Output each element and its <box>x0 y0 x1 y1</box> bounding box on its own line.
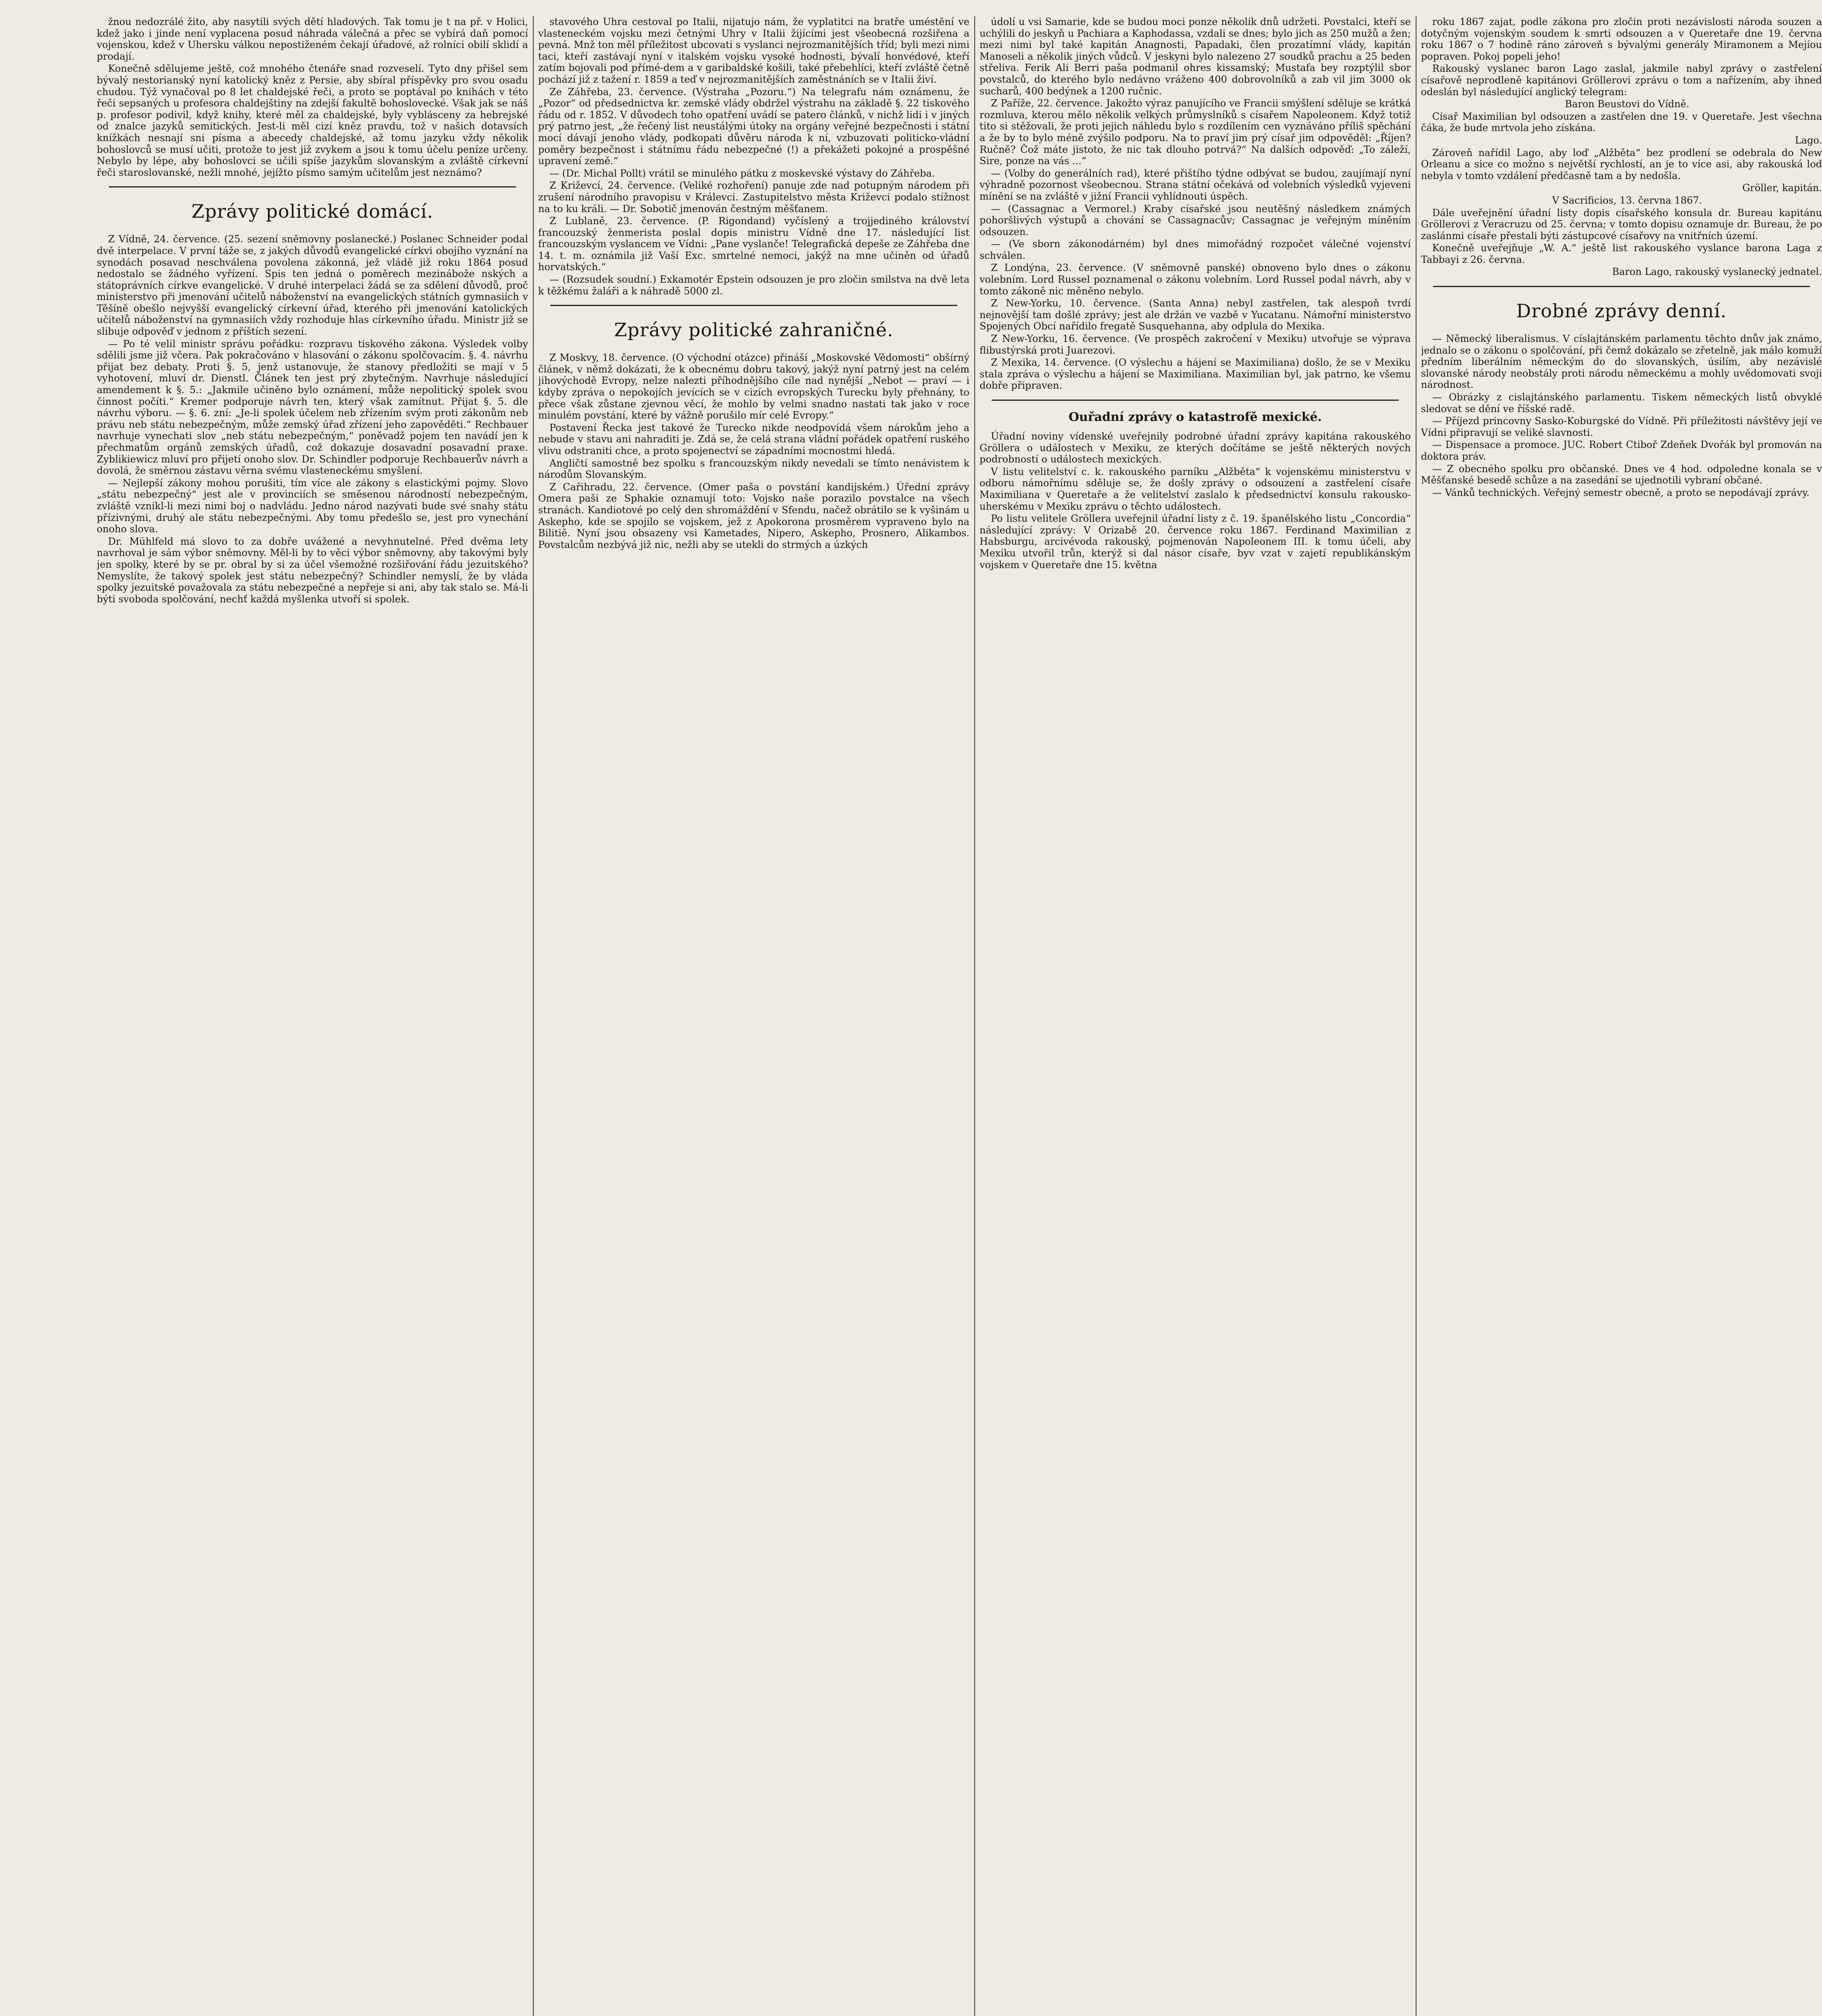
column-rule <box>533 16 534 2016</box>
section-heading-foreign: Zprávy politické zahraničné. <box>614 319 894 341</box>
paragraph: — Německý liberalismus. V císlajtánském parlamentu těchto dnův jak známo, jednalo se o zákonu o spolčování, při čemž dokázalo se zřetelně, jak málo komuží předním liberálním německým do do slovanských, úsilím, aby nezávislé slovanské národy neobstály proti národu německému a mohly uvědomovati svoji národnost. <box>1421 333 1822 391</box>
paragraph: Rakouský vyslanec baron Lago zaslal, jakmile nabyl zprávy o zastřelení císařově neprodleně kapitánovi Gröllerovi zprávu o tom a nařízením, aby ihned odeslán byl následující anglický telegram: <box>1421 63 1822 98</box>
paragraph: žnou nedozrálé žito, aby nasytili svých dětí hladových. Tak tomu je t na př. v Holici, kdež jako i jinde není vyplacena posud náhrada válečná a přec se vybírá daň pomocí vojenskou, kdež v Uhersku válkou nepostiženém čekají úřadové, až rolníci obilí sklidí a prodají. <box>97 16 528 62</box>
paragraph: — (Volby do generálních rad), které přištího týdne odbývat se budou, zaujímají nyní výhradně pozornost všeobecnou. Strana státní očekává od volebních výsledků vyjeveni mínění se na zvláště v jižní Francii vyhlídnouti úspěch. <box>980 167 1411 202</box>
signature: Lago. <box>1795 134 1822 146</box>
paragraph: Z Moskvy, 18. července. (O východní otázce) přináší „Moskovské Vědomosti“ obšírný článek, v němž dokázati, že k obecnému dobru takový, jakýž nyní patrný jest na celém jihovýchodě Evropy, nelze nalezti příhodnějšího cíle nad nynější „Nebot — praví — i kdyby zpráva o nepokojích jevících se v cizích evropských Turecku byly přehnány, to přece však zůstane zjevnou věcí, že mohlo by velmi snadno nastati tak jako v roce minulém povstání, které by vážně porušilo mír celé Evropy.“ <box>538 352 969 421</box>
section-divider <box>550 305 957 306</box>
paragraph: — (Ve sborn zákonodárném) byl dnes mimořádný rozpočet válečné vojenství schválen. <box>980 238 1411 261</box>
paragraph: Z Vídně, 24. července. (25. sezení sněmovny poslanecké.) Poslanec Schneider podal dvě interpelace. V první táže se, z jakých důvodů evangelické církvi obojího vyznání na synodách posavad neschválena povolena zákonná, jež vládě již roku 1864 posud nedostalo se žádného vyřízení. Spis ten jedná o poměrech mezinábože nských a státoprávních církve evangelické. V druhé interpelaci žádá se za sdělení důvodů, proč ministerstvo při jmenování učitelů náboženství na evangelických státních gymnasiích v Těšíně obešlo nejvyšší evangelický církevní úřad, kterého při jmenování katolických učitelů náboženství na gymnasiích vždy rozhoduje hlas církevního úřadu. Ministr již se slibuje odpověď v jednom z příštích sezení. <box>97 233 528 337</box>
column-rule <box>974 16 975 2016</box>
paragraph: — Příjezd princovny Sasko-Koburgské do Vídně. Při příležitosti návštěvy její ve Vídni připravují se veliké slavnosti. <box>1421 415 1822 438</box>
paragraph: — Nejlepší zákony mohou porušiti, tím více ale zákony s elastickými pojmy. Slovo „státu nebezpečný“ jest ale v provinciích se směsenou národností nebezpečným, zvláště vznikl-li mezi nimi boj o nadvládu. Jedno národ nazývati bude své snahy státu přízivnými, druhý ale státu nebezpečnými. Aby tomu předešlo se, jest pro vynechání onoho slova. <box>97 477 528 535</box>
paragraph: Císař Maximilian byl odsouzen a zastřelen dne 19. v Queretaře. Jest všechna čáka, že bude mrtvola jeho získána. <box>1421 110 1822 134</box>
paragraph: Dále uveřejnění úřadní listy dopis císařského konsula dr. Bureau kapitánu Gröllerovi z Veracruzu od 25. června; v tomto dopisu oznamuje dr. Bureau, že po zaslánmi císaře přestali býti zástupcové císařovy na vnitřních území. <box>1421 207 1822 242</box>
section-divider <box>1433 286 1810 287</box>
paragraph: stavového Uhra cestoval po Italii, nijatujo nám, že vyplatitci na bratře uméstění ve vlasteneckém vojsku mezi četnými Uhry v Italii žijícími jest všeobecná rozšiřena a pevná. Mnž ton měl příležitost ubcovati s vyslanci nejrozmanitějších tříd; byli mezi nimi taci, kteří zastávají nyní v italském vojsku vysoké hodnosti, bývalí honvédové, kteří zatím bojovali pod přímé-dem a v garibaldské košili, také přebehlíci, kteří zvláště četně pochází již z tažení r. 1859 a teď v nejrozmanitějších zaměstnáních se v Italii živí. <box>538 16 969 85</box>
column-1 <box>97 16 528 2016</box>
paragraph: Z Paříže, 22. července. Jakožto výraz panujícího ve Francii smýšlení sděluje se krátká rozmluva, kterou mělo několik velkých průmyslníků s císařem Napoleonem. Když totiž tito si stěžovali, že proti jejich náhledu bylo s rozdílením cen vyznáváno příliš spěchání a že by to bylo méně zvýšilo podporu. Na to praví jim prý císař jim odpověděl: „Říjen? Ručně? Čož máte jistoto, že nic tak dlouho potrvá?“ Na dalších odpověď: „To záleží, Sire, ponze na vás ...“ <box>980 98 1411 167</box>
paragraph: roku 1867 zajat, podle zákona pro zločin proti nezávislosti národa souzen a dotyčným vojenským soudem k smrti odsouzen a v Queretaře dne 19. června roku 1867 o 7 hodině ráno zároveň s bývalými generály Miramonem a Mejíou popraven. Pokoj popeli jeho! <box>1421 16 1822 62</box>
section-divider <box>109 186 516 187</box>
paragraph: Konečně sdělujeme ještě, což mnohého čtenáře snad rozveselí. Tyto dny přišel sem bývalý nestorianský nyní katolický kněz z Persie, aby sbíral příspěvky pro svou osadu chudou. Týž vynačoval po 8 let chaldejské řeči, a proto se poptával po knihách v této řeči sepsaných u profesora chaldejštiny na zdejší fakultě bohoslovecké. Však jak se náš p. profesor podivil, když knihy, které měl za chaldejské, byly vyblásceny za hebrejské od znalce jazyků semitických. Jest-li měl cizí kněz pravdu, tož v našich dotavsích knížkách nesnají sni písma a abecedy chaldejské, až tomu jazyku vždy několik bohoslovců se musí učiti, protože to jest již zvykem a jsou k tomu účelu peníze určeny. Nebylo by lépe, aby bohoslovci se učili spíše jazykům slovanským a zvláště církevní řeči staroslovanské, nežli mnohé, jejížto písmo samým učitelům jest neznámo? <box>97 63 528 178</box>
paragraph: — Po té velil ministr správu pořádku: rozpravu tiskového zákona. Výsledek volby sdělili jsme již včera. Pak pokračováno v hlasování o zákonu spolčovacím. §. 4. návrhu přijat bez debaty. Proti §. 5, jenž ustanovuje, že stanovy předložiti se mají v 5 vyhotovení, mluví dr. Dienstl. Článek ten jest prý zbytečným. Navrhuje následující amendement k §. 5.: „Jakmile učiněno bylo oznámení, může nepolitický spolek svou činnost počíti.“ Kremer podporuje návrh ten, který však zamítnut. Přijat §. 5. dle návrhu výboru. — §. 6. zní: „Je-li spolek účelem neb zřízením svým proti zákonům neb právu neb státu nebezpečným, může zemský úřad zřízení jeho zapověděti.“ Rechbauer navrhuje vynechati slov „neb státu nebezpečným,“ poněvadž pojem ten navádí jen k přechmatům orgánů zemských úřadů, což dokazuje dosavadní posavadní praxe. Zyblikiewicz mluví pro přijetí onoho slov. Dr. Schindler podporuje Rechbauerův návrh a dovolá, že směrnou zástavu věrna svému vlasteneckému smyšlení. <box>97 338 528 477</box>
column-4 <box>1421 16 1822 2016</box>
paragraph: — Vánků technických. Veřejný semestr obecně, a proto se nepodávají zprávy. <box>1432 487 1810 498</box>
paragraph: — (Rozsudek soudní.) Exkamotér Epstein odsouzen je pro zločin smilstva na dvě leta k těžkému žaláři a k náhradě 5000 zl. <box>538 274 969 297</box>
paragraph: Z New-Yorku, 16. července. (Ve prospěch zakročení v Mexiku) utvořuje se výprava flibustýrská proti Juarezovi. <box>980 333 1411 356</box>
paragraph: Z Križevcí, 24. července. (Veliké rozhoření) panuje zde nad potupným národem při zrušení národního pravopisu v Králevci. Zastupitelstvo města Križevci podalo stížnost na to ku králi. — Dr. Sobotič jmenován čestným měšťanem. <box>538 180 969 215</box>
paragraph: Z New-Yorku, 10. července. (Santa Anna) nebyl zastřelen, tak alespoň tvrdí nejnovější tam došlé zprávy; jest ale držán ve vazbě v Yucatanu. Námořní ministerstvo Spojených Obcí nařídilo fregatě Susquehanna, aby odplula do Mexika. <box>980 298 1411 332</box>
paragraph: Ze Záhřeba, 23. července. (Výstraha „Pozoru.“) Na telegrafu nám oznámenu, že „Pozor“ od předsednictva kr. zemské vlády obdržel výstrahu na základě §. 22 tiskového řádu od r. 1852. V důvodech toho opatření uvádí se patero článků, v nichž lidi i v jiných prý patrno jest, „že řečený list neustálými útoky na orgány veřejné bezpečnosti i státní mocí dávají jenoho vlády, podkopati důvěru národa k ní, vzbuzovati politicko-vládní poměry bezpečnost i státnímu řádu nebezpečné (!) a překážeti pokojné a prospěšné upravení země.“ <box>538 86 969 167</box>
paragraph: V listu velitelství c. k. rakouského parníku „Alžběta“ k vojenskému ministerstvu v odboru námořnímu sděluje se, že došly zprávy o odsouzení a zastřelení císaře Maximiliana v Queretaře a že velitelství zaslalo k předsednictví konsulu rakousko-uherskému v Mexiku zprávu o těchto událostech. <box>980 466 1411 512</box>
signature: Baron Lago, rakouský vyslanecký jednatel. <box>1612 266 1822 278</box>
signature: Gröller, kapitán. <box>1742 182 1822 194</box>
column-3 <box>980 16 1411 2016</box>
paragraph: — Obrázky z cislajtánského parlamentu. Tiskem německých listů obvyklé sledovat se dění ve říšské radě. <box>1421 392 1822 414</box>
telegram-address: Baron Beustovi do Vídně. <box>1565 98 1689 110</box>
column-2 <box>538 16 969 2016</box>
paragraph: Konečně uveřejňuje „W. A.“ ještě list rakouského vyslance barona Laga z Tabbayi z 26. června. <box>1421 242 1822 265</box>
section-heading-daily-news: Drobné zprávy denní. <box>1516 300 1727 322</box>
paragraph: — Z obecného spolku pro občanské. Dnes ve 4 hod. odpoledne konala se v Měšťanské besedě schůze a na zasedání se ujednotili vybraní občané. <box>1421 463 1822 486</box>
paragraph: Z Lublaně, 23. července. (P. Rigondand) vyčíslený a trojjediného království francouzský ženmerista poslal dopis ministru Vídně dne 17. následující list francouzským vyslancem ve Vídni: „Pane vyslanče! Telegrafická depeše ze Záhřeba dne 14. t. m. oznámila již Vaší Exc. smrtelné nemoci, jakýž na mne učiněn od úřadů horvatských.“ <box>538 215 969 273</box>
paragraph: Po listu velitele Gröllera uveřejnil úřadní listy z č. 19. španělského listu „Concordia“ následující zprávy: V Orizabě 20. července roku 1867. Ferdinand Maximilian z Habsburgu, arcivévoda rakouský, pojmenován Napoleonem III. k tomu účeli, aby Mexiku utvořil trůn, kterýž si dal násor císaře, byv vzat v zajetí republikánským vojskem v Queretaře dne 15. května <box>980 513 1411 571</box>
section-heading-domestic: Zprávy politické domácí. <box>191 200 433 223</box>
dateline: V Sacrificios, 13. června 1867. <box>1552 194 1702 206</box>
paragraph: Z Cařihradu, 22. července. (Omer paša o povstání kandijském.) Úřední zprávy Omera paši ze Sphakie oznamují toto: Vojsko naše porazilo povstalce na všech stranách. Kandiotové po celý den shromáždění v Sfendu, načež obrátilo se k vyšinám u Askepho, kde se spojilo se vojskem, jež z Apokorona prosměrem vypraveno bylo na Bilitiě. Nyní jsou obsazeny vsi Kametades, Nipero, Askepho, Prosnero, Alikambos. Povstalcům nezbývá již nic, nežli aby se utekli do strmých a úzkých <box>538 481 969 550</box>
paragraph: Zároveň nařídil Lago, aby loď „Alžběta“ bez prodlení se odebrala do New Orleanu a sice co možno s největší rychlostí, an je to více asi, aby rakouská loď nebyla v tomto vzdálení předčasně tam a by nedošla. <box>1421 147 1822 181</box>
paragraph: údolí u vsi Samarie, kde se budou moci ponze několik dnů udržeti. Povstalci, kteří se uchýlili do jeskyň u Pachiara a Kaphodassa, vzdali se dnes; bylo jich as 250 mužů a žen; mezi nimi byl také kapitán Anagnosti, Papadaki, člen prozatímní vlády, kapitán Manoseli a několik jiných vůdců. V jeskyni bylo nalezeno 27 soudků prachu a 25 beden střeliva. Ferik Ali Berri paša podmanil ohres kissamský; Mustafa bey rozptýlil sbor povstalců, do kterého bylo nedávno vráženo 400 dobrovolníků a zab vil jim 3000 ok sucharů, 400 bedýnek a 1200 ručnic. <box>980 16 1411 97</box>
paragraph: Z Mexika, 14. července. (O výslechu a hájení se Maximiliana) došlo, že se v Mexiku stala zpráva o výslechu a hájení se Maximiliana. Maximilian byl, jak patrno, ke všemu dobře připraven. <box>980 357 1411 392</box>
section-heading-mexico: Ouřadní zprávy o katastrofě mexické. <box>1068 410 1322 424</box>
paragraph: — (Dr. Michal Pollt) vrátil se minulého pátku z moskevské výstavy do Záhřeba. <box>549 167 935 179</box>
paragraph: Angličtí samostně bez spolku s francouzským nikdy nevedali se tímto nenávistem k národům Slovanským. <box>538 457 969 481</box>
paragraph: Dr. Mühlfeld má slovo to za dobře uvážené a nevyhnutelné. Před dvěma lety navrhoval je sám výbor sněmovny. Měl-li by to věci výbor sněmovny, aby takovými byly jen spolky, které by se pr. obral by si za účel všemožné rozšiřování řádu jezuitského? Nemyslíte, že takový spolek jest státu nebezpečný? Schindler nemyslí, že by vláda spolky jezuitské považovala za státu nebezpečné a nepřeje si ani, aby tak stalo se. Má-li býti svoboda spolčování, nechť každá myšlenka utvoří si spolek. <box>97 535 528 605</box>
section-divider <box>992 400 1399 401</box>
paragraph: Z Londýna, 23. července. (V sněmovně panské) obnoveno bylo dnes o zákonu volebním. Lord Russel poznamenal o zákonu volebním. Lord Russel podal návrh, aby v tomto zákoně nic měněno nebylo. <box>980 262 1411 297</box>
paragraph: Postavení Řecka jest takové že Turecko nikde neodpovídá všem nárokům jeho a nebude v stavu ani nahraditi je. Zdá se, že celá strana vládní pořádek opatření ruského vlivu odstraniti chce, a proto spojenectví se západními mocnostmi hledá. <box>538 422 969 456</box>
paragraph: — (Cassagnac a Vermorel.) Kraby císařské jsou neutěšný následkem známých pohoršlivých výstupů a chování se Cassagnacův; Cassagnac je veřejným míněním odsouzen. <box>980 203 1411 237</box>
paragraph: — Dispensace a promoce. JUC. Robert Ctiboř Zdeňek Dvořák byl promován na doktora práv. <box>1421 439 1822 462</box>
paragraph: Úřadní noviny vídenské uveřejnily podrobné úřadní zprávy kapitána rakouského Gröllera o událostech v Mexiku, ze kterých dočítáme se ještě některých nových podrobností o událostech mexických. <box>980 431 1411 465</box>
